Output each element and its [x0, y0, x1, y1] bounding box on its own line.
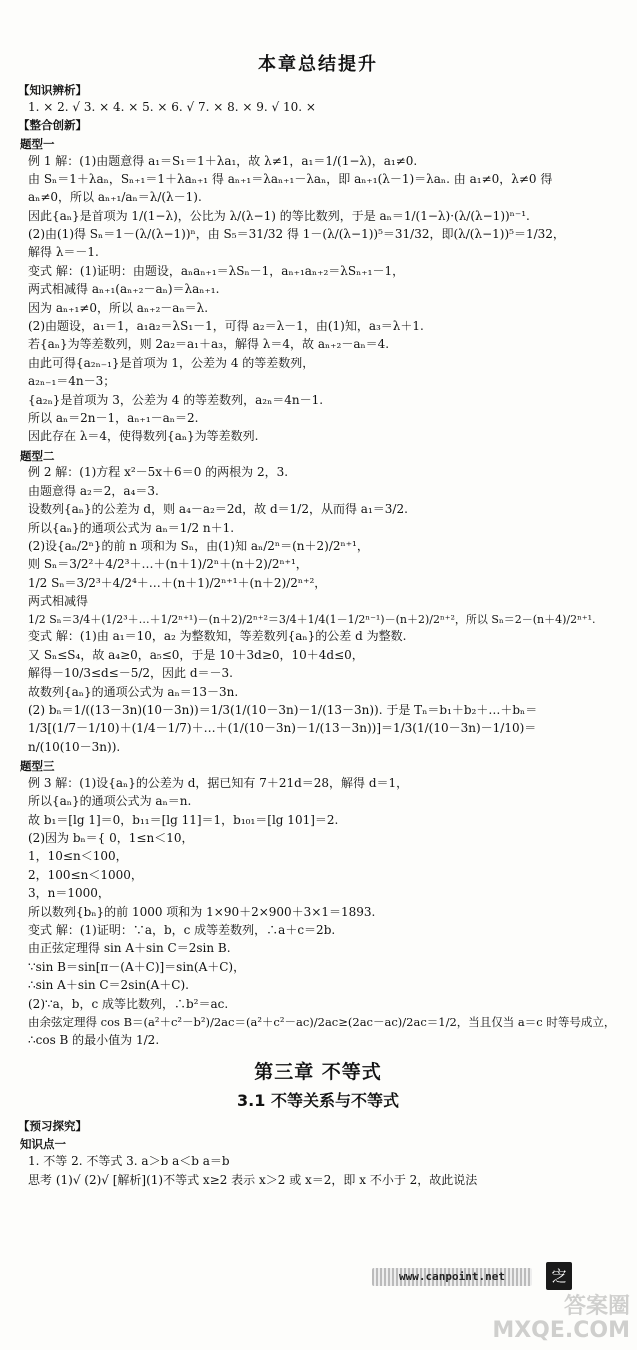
solution-line: 例 3 解：(1)设{aₙ}的公差为 d，据已知有 7＋21d＝28，解得 d＝1，	[28, 775, 409, 790]
solution-line: (2)由题设，a₁＝1，a₁a₂＝λS₁－1，可得 a₂＝λ－1，由(1)知，a₃＝λ＋1.	[28, 319, 424, 334]
solution-line: 由 Sₙ＝1＋λaₙ，Sₙ₊₁＝1＋λaₙ₊₁ 得 aₙ₊₁＝λaₙ₊₁－λaₙ，即 aₙ₊₁(λ－1)＝λaₙ. 由 a₁≠0，λ≠0 得	[28, 171, 553, 186]
solution-line: 由题意得 a₂＝2，a₄＝3.	[28, 483, 159, 498]
solution-line: ∴sin A＋sin C＝2sin(A＋C).	[28, 978, 189, 993]
point-line: 思考 (1)√ (2)√ [解析](1)不等式 x≥2 表示 x＞2 或 x＝2，即 x 不小于 2，故此说法	[28, 1172, 478, 1187]
preview-tag: 【预习探究】	[18, 1118, 87, 1133]
solution-line: 变式 解：(1)证明：由题设，aₙaₙ₊₁＝λSₙ－1，aₙ₊₁aₙ₊₂＝λSₙ₊₁－1，	[28, 263, 405, 278]
solution-line: 所以{aₙ}的通项公式为 aₙ＝n.	[28, 794, 192, 809]
page-title: 本章总结提升	[258, 54, 378, 75]
problem-types	[18, 136, 618, 1049]
watermark-logo: 答案圈 MXQE.COM	[492, 1294, 630, 1343]
solution-line: n/(10(10－3n)).	[28, 739, 121, 754]
solution-line: 由正弦定理得 sin A＋sin C＝2sin B.	[28, 941, 231, 956]
solution-line: 因此{aₙ}是首项为 1/(1−λ)，公比为 λ/(λ−1) 的等比数列，于是 aₙ＝1/(1−λ)·(λ/(λ−1))ⁿ⁻¹.	[28, 208, 530, 223]
point-line: 1. 不等 2. 不等式 3. a＞b a＜b a＝b	[28, 1154, 230, 1169]
solution-line: 例 2 解：(1)方程 x²－5x＋6＝0 的两根为 2，3.	[28, 465, 289, 480]
solution-line: aₙ≠0，所以 aₙ₊₁/aₙ＝λ/(λ－1).	[28, 190, 202, 205]
solution-line: 解得 λ＝－1.	[28, 245, 99, 260]
knowledge-tag: 【知识辨析】	[18, 83, 87, 98]
solution-line: (2) bₙ＝1/((13－3n)(10－3n))＝1/3(1/(10－3n)－1/(13－3n)). 于是 Tₙ＝b₁＋b₂＋…＋bₙ＝	[28, 703, 538, 718]
solution-line: 由余弦定理得 cos B＝(a²＋c²－b²)/2ac＝(a²＋c²－ac)/2ac≥(2ac－ac)/2ac＝1/2，当且仅当 a＝c 时等号成立，	[28, 1014, 616, 1029]
page-corner-icon: 㝎	[546, 1262, 572, 1290]
solution-line: 两式相减得 aₙ₊₁(aₙ₊₂－aₙ)＝λaₙ₊₁.	[28, 282, 220, 297]
solution-line: 1，10≤n＜100，	[28, 849, 128, 864]
solution-line: 所以{aₙ}的通项公式为 aₙ＝1/2 n＋1.	[28, 520, 235, 535]
solution-line: 两式相减得	[28, 594, 89, 609]
solution-line: 故数列{aₙ}的通项公式为 aₙ＝13－3n.	[28, 684, 239, 699]
solution-line: 若{aₙ}为等差数列，则 2a₂＝a₁＋a₃，解得 λ＝4，故 aₙ₊₂－aₙ＝4.	[28, 337, 390, 352]
solution-line: 所以数列{bₙ}的前 1000 项和为 1×90＋2×900＋3×1＝1893.	[28, 904, 376, 919]
page-content	[18, 52, 618, 1190]
solution-line: 因为 aₙ₊₁≠0，所以 aₙ₊₂－aₙ＝λ.	[28, 300, 209, 315]
solution-line: 设数列{aₙ}的公差为 d，则 a₄－a₂＝2d，故 d＝1/2，从而得 a₁＝3/2.	[28, 502, 408, 517]
solution-line: ∵sin B＝sin[π－(A＋C)]＝sin(A＋C)，	[28, 959, 246, 974]
footer-url: www.canpoint.net	[372, 1268, 532, 1286]
solution-line: 变式 解：(1)由 a₁＝10，a₂ 为整数知，等差数列{aₙ}的公差 d 为整数.	[28, 629, 407, 644]
solution-line: (2)∵a，b，c 成等比数列，∴b²＝ac.	[28, 996, 229, 1011]
solution-line: 因此存在 λ＝4，使得数列{aₙ}为等差数列.	[28, 429, 259, 444]
solution-line: (2)设{aₙ/2ⁿ}的前 n 项和为 Sₙ，由(1)知 aₙ/2ⁿ＝(n＋2)/2ⁿ⁺¹，	[28, 538, 369, 553]
solution-line: (2)因为 bₙ＝{ 0，1≤n＜10，	[28, 831, 194, 846]
solution-line: 3，n＝1000，	[28, 886, 110, 901]
problem-type-label: 题型一	[20, 136, 55, 151]
solution-line: 则 Sₙ＝3/2²＋4/2³＋…＋(n＋1)/2ⁿ＋(n＋2)/2ⁿ⁺¹，	[28, 557, 308, 572]
solution-line: 变式 解：(1)证明：∵a，b，c 成等差数列，∴a＋c＝2b.	[28, 923, 336, 938]
solution-line: 又 Sₙ≤S₄，故 a₄≥0，a₅≤0，于是 10＋3d≥0，10＋4d≤0，	[28, 647, 364, 662]
integration-tag: 【整合创新】	[18, 118, 87, 133]
solution-line: 故 b₁＝[lg 1]＝0，b₁₁＝[lg 11]＝1，b₁₀₁＝[lg 101]＝2.	[28, 812, 339, 827]
solution-line: 1/2 Sₙ＝3/2³＋4/2⁴＋…＋(n＋1)/2ⁿ⁺¹＋(n＋2)/2ⁿ⁺²，	[28, 575, 327, 590]
solution-line: 1/2 Sₙ＝3/4＋(1/2³＋…＋1/2ⁿ⁺¹)－(n＋2)/2ⁿ⁺²＝3/4＋1/4(1－1/2ⁿ⁻¹)－(n＋2)/2ⁿ⁺²，所以 Sₙ＝2－(n＋4)/2ⁿ⁺¹.	[28, 612, 596, 626]
solution-line: (2)由(1)得 Sₙ＝1－(λ/(λ−1))ⁿ，由 S₅＝31/32 得 1－(λ/(λ−1))⁵＝31/32，即(λ/(λ−1))⁵＝1/32，	[28, 227, 565, 242]
knowledge-point-label: 知识点一	[20, 1137, 66, 1152]
solution-line: 解得－10/3≤d≤－5/2，因此 d＝－3.	[28, 666, 233, 681]
solution-line: {a₂ₙ}是首项为 3，公差为 4 的等差数列，a₂ₙ＝4n－1.	[28, 392, 324, 407]
solution-line: a₂ₙ₋₁＝4n－3；	[28, 374, 116, 389]
chapter-title: 第三章 不等式	[254, 1061, 382, 1084]
solution-line: 由此可得{a₂ₙ₋₁}是首项为 1，公差为 4 的等差数列，	[28, 355, 315, 370]
solution-line: 例 1 解：(1)由题意得 a₁＝S₁＝1＋λa₁，故 λ≠1，a₁＝1/(1−λ)，a₁≠0.	[28, 153, 418, 168]
solution-line: ∴cos B 的最小值为 1/2.	[28, 1032, 160, 1047]
solution-line: 1/3[(1/7－1/10)＋(1/4－1/7)＋…＋(1/(10－3n)－1/(13－3n))]＝1/3(1/(10－3n)－1/10)＝	[28, 721, 537, 736]
solution-line: 2，100≤n＜1000，	[28, 867, 143, 882]
knowledge-answers: 1. × 2. √ 3. × 4. × 5. × 6. √ 7. × 8. × 9. √ 10. ×	[28, 99, 316, 114]
problem-type-label: 题型三	[20, 759, 55, 774]
problem-type-label: 题型二	[20, 448, 55, 463]
section-title: 3.1 不等关系与不等式	[237, 1090, 399, 1110]
solution-line: 所以 aₙ＝2n－1，aₙ₊₁－aₙ＝2.	[28, 410, 199, 425]
